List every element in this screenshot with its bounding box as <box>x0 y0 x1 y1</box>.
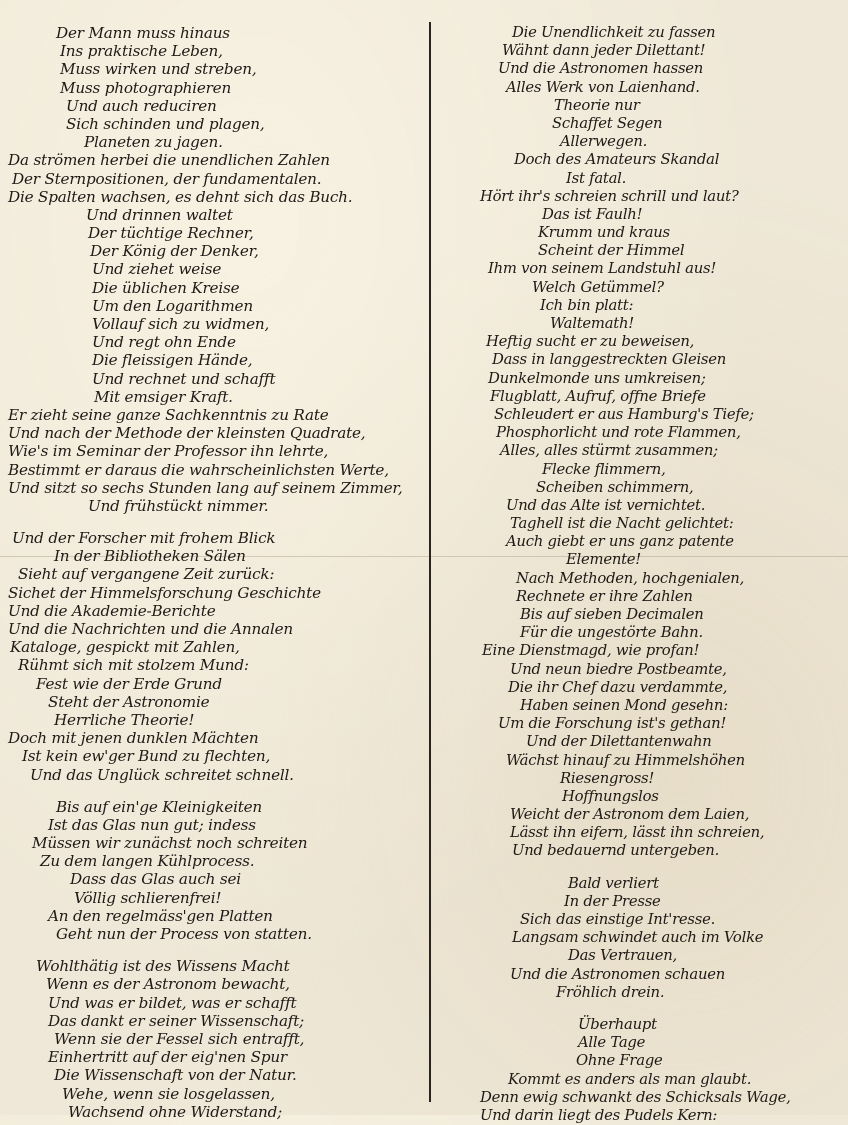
poem-line: Um den Logarithmen <box>92 296 253 315</box>
poem-line: Alles Werk von Laienhand. <box>506 78 700 96</box>
poem-line: Um die Forschung ist's gethan! <box>498 715 727 733</box>
poem-line: An den regelmäss'gen Platten <box>48 906 273 925</box>
poem-line: Heftig sucht er zu beweisen, <box>486 333 695 351</box>
poem-line: Vollauf sich zu widmen, <box>92 315 270 333</box>
poem-line: Mit emsiger Kraft. <box>94 387 233 406</box>
poem-line: Haben seinen Mond gesehn: <box>520 696 728 714</box>
poem-line: Und das Unglück schreitet schnell. <box>30 765 294 784</box>
poem-line: Wehe, wenn sie losgelassen, <box>62 1084 275 1103</box>
poem-line: Scheiben schimmern, <box>536 478 694 496</box>
poem-line: Die ihr Chef dazu verdammte, <box>508 678 728 696</box>
poem-line: Elemente! <box>566 551 642 569</box>
poem-line: Und der Dilettantenwahn <box>526 733 712 751</box>
poem-line: Fest wie der Erde Grund <box>36 674 222 693</box>
stanza-gap <box>440 861 840 875</box>
stanza-gap <box>8 784 424 798</box>
poem-line: Wenn es der Astronom bewacht, <box>46 975 290 994</box>
poem-line: Taghell ist die Nacht gelichtet: <box>510 515 734 533</box>
poem-line: Scheint der Himmel <box>538 242 685 260</box>
poem-line: Bald verliert <box>568 874 659 892</box>
poem-line: Und darin liegt des Pudels Kern: <box>480 1106 718 1124</box>
poem-line: Wie's im Seminar der Professor ihn lehrte, <box>8 442 329 461</box>
poem-line: Weicht der Astronom dem Laien, <box>510 806 750 824</box>
poem-line: Steht der Astronomie <box>48 692 210 711</box>
poem-line: Und regt ohn Ende <box>92 333 236 352</box>
right-column <box>440 24 840 1125</box>
poem-line: Krumm und kraus <box>538 224 670 242</box>
stanza-gap <box>440 1002 840 1016</box>
poem-line: Die Spalten wachsen, es dehnt sich das Buch. <box>8 187 353 206</box>
poem-line: Geht nun der Process von statten. <box>56 925 312 943</box>
poem-line: Die üblichen Kreise <box>92 278 240 297</box>
poem-line: Und sitzt so sechs Stunden lang auf seinem Zimmer, <box>8 478 403 497</box>
poem-line: Schleudert er aus Hamburg's Tiefe; <box>494 405 754 423</box>
stanza-gap <box>8 943 424 957</box>
poem-line: Das ist Faulh! <box>542 205 643 223</box>
poem-line: Rühmt sich mit stolzem Mund: <box>18 656 249 675</box>
poem-line: Muss photographieren <box>60 78 232 97</box>
poem-line: Lässt ihn eifern, lässt ihn schreien, <box>510 824 765 842</box>
poem-line: Er zieht seine ganze Sachkenntnis zu Rate <box>8 405 329 424</box>
poem-line: Dass in langgestreckten Gleisen <box>492 351 727 369</box>
poem-line: Flecke flimmern, <box>542 460 666 478</box>
poem-line: Sich schinden und plagen, <box>66 114 265 133</box>
poem-line: Überhaupt <box>578 1015 657 1033</box>
poem-line: Und die Nachrichten und die Annalen <box>8 620 293 638</box>
poem-line: Der Sternpositionen, der fundamentalen. <box>12 169 322 188</box>
poem-line: Sieht auf vergangene Zeit zurück: <box>18 565 275 584</box>
poem-line: Wächst hinauf zu Himmelshöhen <box>506 751 745 769</box>
poem-line: Ins praktische Leben, <box>60 42 223 61</box>
poem-line: Auch giebt er uns ganz patente <box>506 533 734 551</box>
poem-line: Riesengross! <box>560 769 655 787</box>
poem-line: Ihm von seinem Landstuhl aus! <box>488 260 717 278</box>
poem-line: Der Mann muss hinaus <box>56 24 230 42</box>
poem-line: Die Unendlichkeit zu fassen <box>512 24 716 41</box>
poem-line: Und das Alte ist vernichtet. <box>506 496 706 514</box>
poem-line: Völlig schlierenfrei! <box>74 888 222 907</box>
poem-line: Rechnete er ihre Zahlen <box>516 587 693 605</box>
poem-line: Fröhlich drein. <box>556 983 665 1001</box>
poem-line: Das Vertrauen, <box>568 947 678 965</box>
poem-line: Eine Dienstmagd, wie profan! <box>482 642 700 660</box>
poem-line: Zu dem langen Kühlprocess. <box>40 852 255 871</box>
poem-line: Einhertritt auf der eig'nen Spur <box>48 1048 287 1067</box>
poem-line: Dunkelmonde uns umkreisen; <box>488 369 706 387</box>
poem-line: Wenn sie der Fessel sich entrafft, <box>54 1029 305 1048</box>
poem-line: Und ziehet weise <box>92 260 222 279</box>
poem-line: Und drinnen waltet <box>86 205 233 224</box>
poem-line: Doch des Amateurs Skandal <box>514 151 720 169</box>
poem-line: Ist fatal. <box>566 169 627 187</box>
poem-line: Muss wirken und streben, <box>60 60 257 79</box>
poem-line: Und neun biedre Postbeamte, <box>510 660 727 678</box>
poem-line: Kataloge, gespickt mit Zahlen, <box>10 638 240 657</box>
poem-line: Hoffnungslos <box>562 787 659 805</box>
poem-line: Der König der Denker, <box>90 242 259 261</box>
poem-line: Nach Methoden, hochgenialen, <box>516 569 745 587</box>
poem-line: Für die ungestörte Bahn. <box>520 624 703 642</box>
poem-line: Waltemath! <box>550 315 634 332</box>
poem-line: Allerwegen. <box>560 133 648 151</box>
column-divider <box>429 22 431 1102</box>
poem-line: Und die Astronomen schauen <box>510 965 726 983</box>
poem-line: Wohlthätig ist des Wissens Macht <box>36 957 290 976</box>
poem-line: Sich das einstige Int'resse. <box>520 911 716 928</box>
poem-line: Und nach der Methode der kleinsten Quadrate, <box>8 424 366 443</box>
poem-line: Bis auf sieben Decimalen <box>520 606 704 623</box>
poem-line: Schaffet Segen <box>552 114 663 132</box>
poem-line: Denn ewig schwankt des Schicksals Wage, <box>480 1088 791 1106</box>
poem-line: Die fleissigen Hände, <box>92 351 253 370</box>
poem-line: Bis auf ein'ge Kleinigkeiten <box>56 797 262 816</box>
poem-line: Sichet der Himmelsforschung Geschichte <box>8 583 321 602</box>
poem-line: Ist kein ew'ger Bund zu flechten, <box>22 747 271 766</box>
poem-line: Ist das Glas nun gut; indess <box>48 815 256 834</box>
poem-line: Und frühstückt nimmer. <box>88 496 269 515</box>
poem-line: Und die Akademie-Berichte <box>8 601 216 620</box>
poem-line: Herrliche Theorie! <box>54 710 195 729</box>
poem-line: Das dankt er seiner Wissenschaft; <box>48 1011 305 1030</box>
poem-line: Kommt es anders als man glaubt. <box>508 1070 752 1088</box>
poem-line: Phosphorlicht und rote Flammen, <box>496 424 741 442</box>
poem-line: Und was er bildet, was er schafft <box>48 993 297 1012</box>
poem-line: Und rechnet und schafft <box>92 369 276 388</box>
poem-line: Alle Tage <box>578 1034 646 1052</box>
poem-line: Theorie nur <box>554 96 640 114</box>
poem-line: Hört ihr's schreien schrill und laut? <box>480 187 739 205</box>
poem-line: Welch Getümmel? <box>532 278 664 296</box>
left-column <box>8 24 424 1121</box>
poem-line: Wachsend ohne Widerstand; <box>68 1102 283 1121</box>
poem-line: In der Bibliotheken Sälen <box>54 547 246 566</box>
stanza-gap <box>8 515 424 529</box>
poem-line: Dass das Glas auch sei <box>70 870 241 889</box>
poem-line: Doch mit jenen dunklen Mächten <box>8 729 259 748</box>
poem-line: Die Wissenschaft von der Natur. <box>54 1066 297 1085</box>
poem-line: Und bedauernd untergeben. <box>512 842 720 860</box>
poem-line: Der tüchtige Rechner, <box>88 224 254 243</box>
poem-line: Und auch reduciren <box>66 96 217 115</box>
poem-line: In der Presse <box>564 892 661 910</box>
poem-line: Da strömen herbei die unendlichen Zahlen <box>8 151 330 170</box>
poem-line: Wähnt dann jeder Dilettant! <box>502 42 706 60</box>
poem-line: Und der Forscher mit frohem Blick <box>12 529 276 548</box>
poem-line: Bestimmt er daraus die wahrscheinlichsten Werte, <box>8 460 389 479</box>
poem-line: Und die Astronomen hassen <box>498 60 704 78</box>
poem-line: Langsam schwindet auch im Volke <box>512 929 764 947</box>
poem-line: Flugblatt, Aufruf, offne Briefe <box>490 387 706 405</box>
poem-line: Ohne Frage <box>576 1052 663 1070</box>
poem-line: Planeten zu jagen. <box>84 133 223 152</box>
poem-line: Ich bin platt: <box>540 296 634 314</box>
poem-line: Müssen wir zunächst noch schreiten <box>32 834 308 853</box>
poem-line: Alles, alles stürmt zusammen; <box>500 442 718 460</box>
